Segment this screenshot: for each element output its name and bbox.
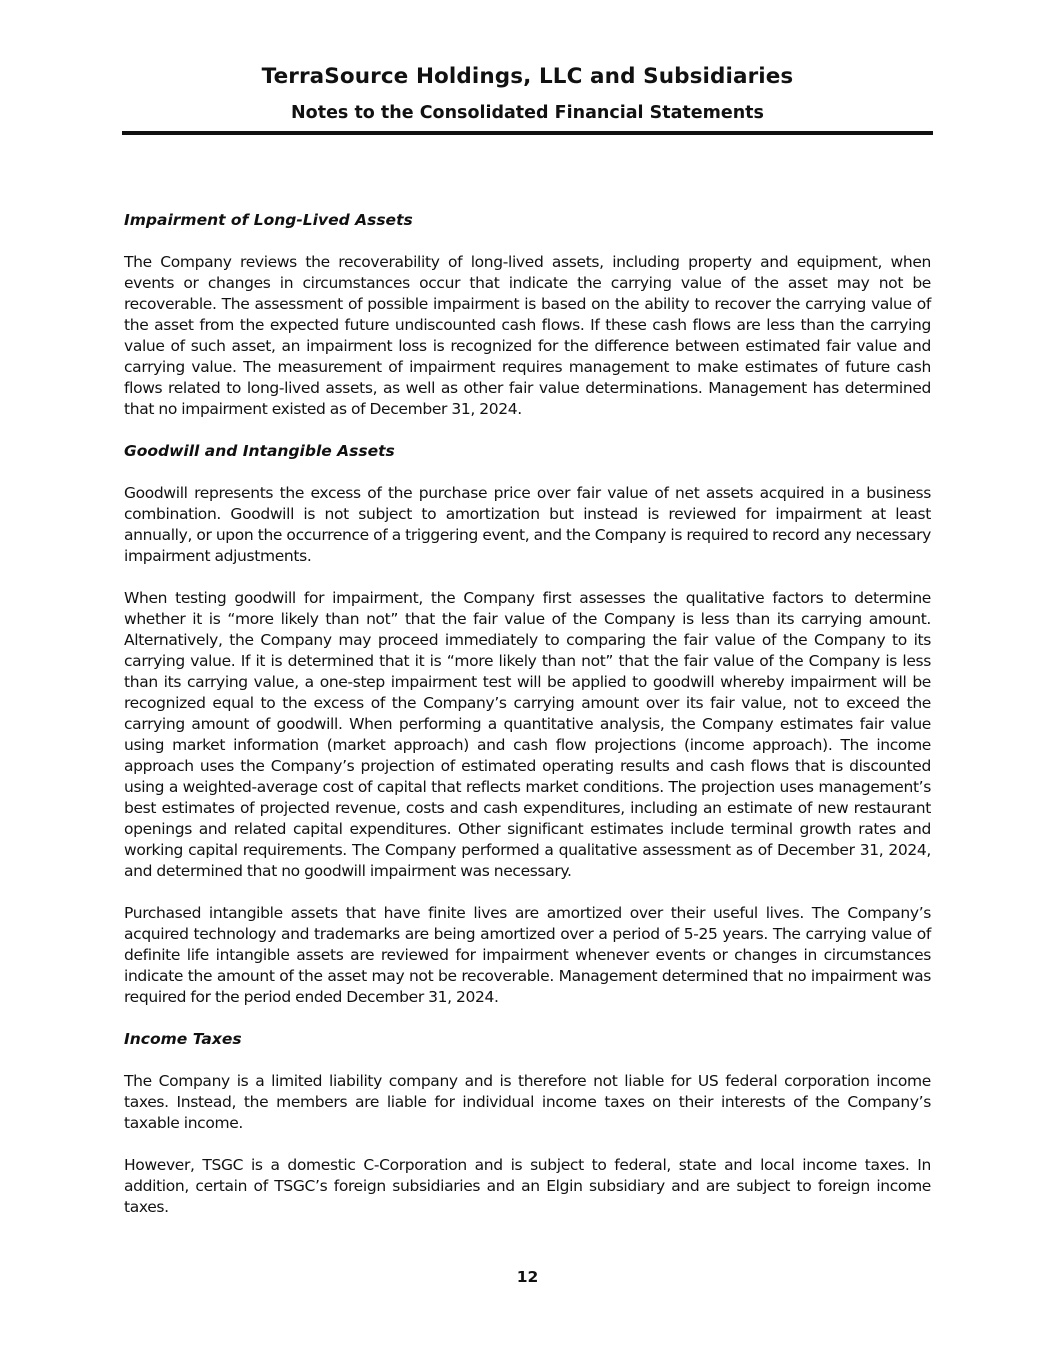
paragraph: The Company is a limited liability company and is therefore not liable for US federal corporation income taxes. Instead, the members are liable for individual income taxes on their interests of the Company’s taxable income. [124,1072,931,1132]
page-number: 12 [516,1268,539,1286]
section-heading: Goodwill and Intangible Assets [124,442,395,460]
paragraph: The Company reviews the recoverability of long-lived assets, including property and equipment, when events or changes in circumstances occur that indicate the carrying value of the asset may not be recoverable. The assessment of possible impairment is based on the ability to recover the carrying value of the asset from the expected future undiscounted cash flows. If these cash flows are less than the carrying value of such asset, an impairment loss is recognized for the difference between estimated fair value and carrying value. The measurement of impairment requires management to make estimates of future cash flows related to long-lived assets, as well as other fair value determinations. Management has determined that no impairment existed as of December 31, 2024. [124,253,931,418]
paragraph: When testing goodwill for impairment, the Company first assesses the qualitative factors to determine whether it is “more likely than not” that the fair value of the Company is less than its carrying amount. Alternatively, the Company may proceed immediately to comparing the fair value of the Company to its carrying value. If it is determined that it is “more likely than not” that the fair value of the Company is less than its carrying value, a one-step impairment test will be applied to goodwill whereby impairment will be recognized equal to the excess of the Company’s carrying amount over its fair value, not to exceed the carrying amount of goodwill. When performing a quantitative analysis, the Company estimates fair value using market information (market approach) and cash flow projections (income approach). The income approach uses the Company’s projection of estimated operating results and cash flows that is discounted using a weighted-average cost of capital that reflects market conditions. The projection uses management’s best estimates of projected revenue, costs and cash expenditures, including an estimate of new restaurant openings and related capital expenditures. Other significant estimates include terminal growth rates and working capital requirements. The Company performed a qualitative assessment as of December 31, 2024, and determined that no goodwill impairment was necessary. [124,589,931,880]
paragraph: Purchased intangible assets that have finite lives are amortized over their useful lives. The Company’s acquired technology and trademarks are being amortized over a period of 5-25 years. The carrying value of definite life intangible assets are reviewed for impairment whenever events or changes in circumstances indicate the amount of the asset may not be recoverable. Management determined that no impairment was required for the period ended December 31, 2024. [124,904,931,1006]
section-impairment-long-lived-assets [124,210,931,420]
header-divider [122,131,933,135]
section-goodwill-intangible-assets [124,441,931,1008]
section-income-taxes [124,1029,931,1218]
page-header [122,62,933,125]
section-heading: Impairment of Long-Lived Assets [124,211,413,229]
notes-body [124,210,931,1218]
paragraph: However, TSGC is a domestic C-Corporation and is subject to federal, state and local income taxes. In addition, certain of TSGC’s foreign subsidiaries and an Elgin subsidiary and are subject to foreign income taxes. [124,1156,931,1216]
section-heading: Income Taxes [124,1030,242,1048]
document-subtitle: Notes to the Consolidated Financial Statements [291,103,764,123]
paragraph: Goodwill represents the excess of the purchase price over fair value of net assets acquired in a business combination. Goodwill is not subject to amortization but instead is reviewed for impairment at least annually, or upon the occurrence of a triggering event, and the Company is required to record any necessary impairment adjustments. [124,484,931,565]
company-name: TerraSource Holdings, LLC and Subsidiaries [261,64,794,89]
